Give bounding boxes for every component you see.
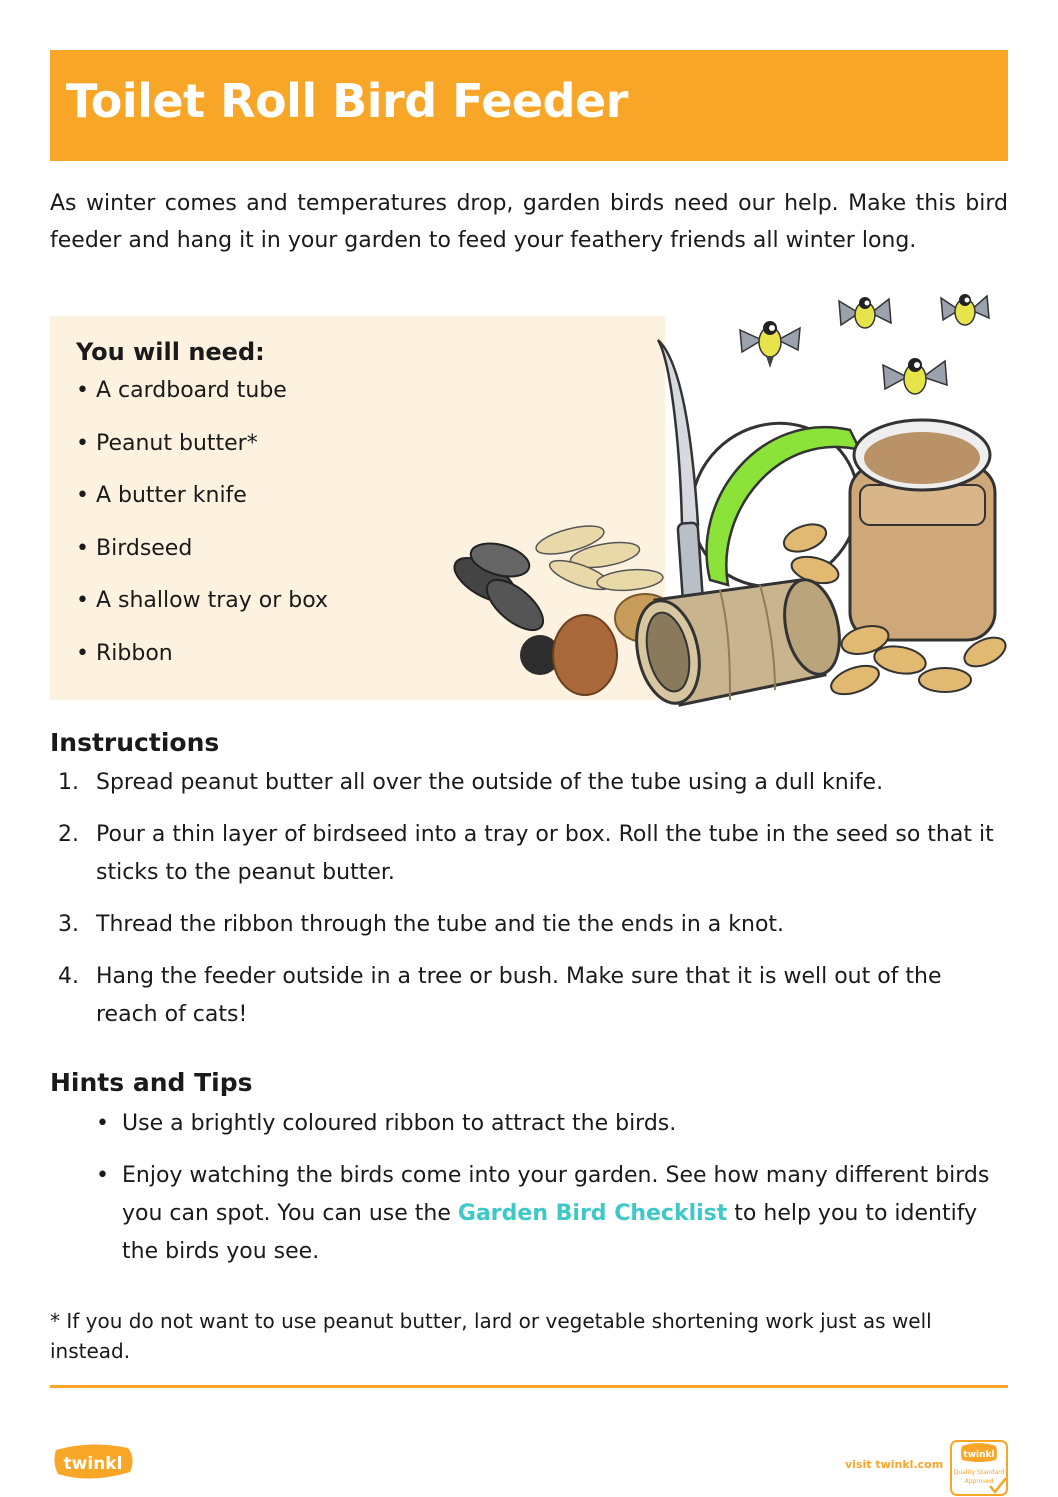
tips-list [96, 1105, 996, 1285]
cardboard-tube-icon [628, 575, 848, 709]
oat-seed-icon [533, 520, 663, 595]
quality-standard-badge [950, 1440, 1008, 1496]
list-item: • Ribbon [76, 637, 328, 690]
list-item: • Peanut butter* [76, 427, 328, 480]
bird-feeder-illustration [430, 280, 1015, 720]
logo-text: twinkl [63, 1454, 123, 1474]
garden-bird-checklist-link[interactable]: Garden Bird Checklist [457, 1201, 728, 1226]
list-item: • A butter knife [76, 479, 328, 532]
step-text: Spread peanut butter all over the outside of the tube using a dull knife. [96, 770, 884, 795]
badge-line1: Quality Standard [953, 1469, 1005, 1476]
badge-line2: Approved [964, 1478, 994, 1485]
bird-icon [941, 294, 989, 325]
sunflower-seed-icon [448, 538, 552, 639]
bird-icon [883, 358, 947, 394]
instructions-heading: Instructions [50, 728, 220, 757]
twinkl-logo[interactable] [50, 1442, 136, 1482]
list-item [50, 906, 1000, 944]
peanut-butter-jar-icon [850, 420, 995, 640]
list-item: • A shallow tray or box [76, 584, 328, 637]
list-item [50, 764, 1000, 802]
step-text: Hang the feeder outside in a tree or bush. Make sure that it is well out of the reach of cats! [96, 964, 942, 1027]
step-text: Thread the ribbon through the tube and tie the ends in a knot. [96, 912, 785, 937]
step-number: 2. [58, 822, 79, 847]
list-item [50, 816, 1000, 892]
title-banner [50, 50, 1008, 161]
badge-logo-text: twinkl [963, 1450, 995, 1460]
bird-icon [839, 297, 891, 328]
footnote: * If you do not want to use peanut butter, lard or vegetable shortening work just as well instead. [50, 1309, 932, 1363]
footer-divider [50, 1385, 1008, 1388]
list-item: • A cardboard tube [76, 374, 328, 427]
tip-text: Enjoy watching the birds come into your garden. See how many different birds you can spot. You can use the [122, 1163, 990, 1226]
step-number: 1. [58, 770, 79, 795]
instructions-list [50, 764, 1000, 1048]
list-item [50, 958, 1000, 1034]
list-item [96, 1157, 996, 1271]
tip-text: to help you to identify the birds you see. [122, 1201, 978, 1264]
page-title: Toilet Roll Bird Feeder [66, 74, 628, 128]
hints-tips-heading: Hints and Tips [50, 1068, 253, 1097]
step-text: Pour a thin layer of birdseed into a tray or box. Roll the tube in the seed so that it sticks to the peanut butter. [96, 822, 994, 885]
step-number: 4. [58, 964, 79, 989]
list-item: • Use a brightly coloured ribbon to attract the birds. [96, 1105, 996, 1143]
visit-link[interactable]: visit twinkl.com [845, 1458, 944, 1471]
bird-icon [740, 321, 800, 368]
list-item: • Birdseed [76, 532, 328, 585]
you-will-need-heading: You will need: [76, 338, 265, 366]
materials-list [76, 374, 328, 689]
step-number: 3. [58, 912, 79, 937]
intro-paragraph: As winter comes and temperatures drop, garden birds need our help. Make this bird feeder and hang it in your garden to feed your feathery friends all winter long. [50, 191, 1008, 253]
